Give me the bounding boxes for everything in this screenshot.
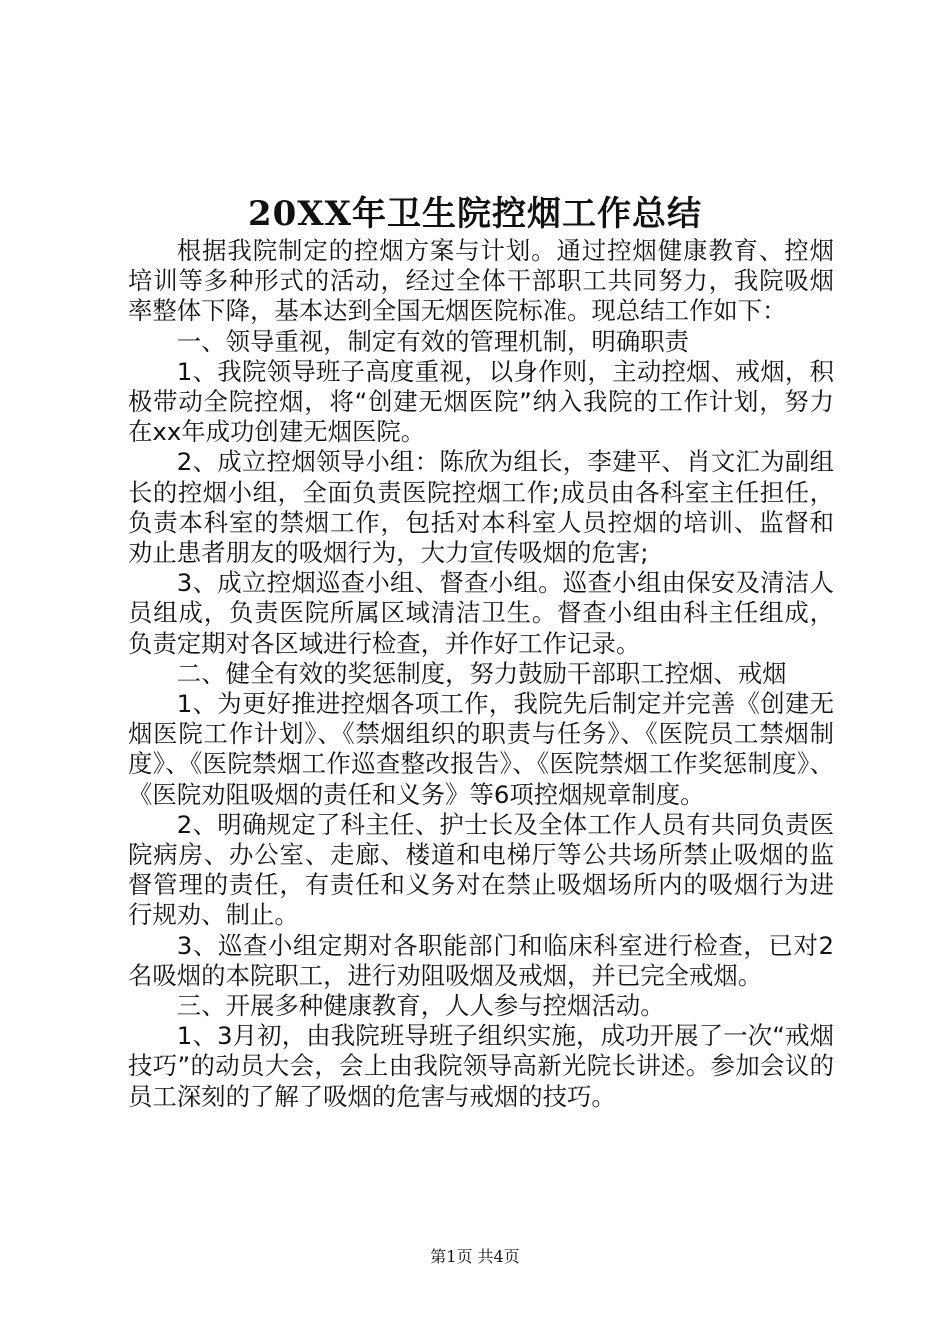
paragraph-1-3: 3、成立控烟巡查小组、督查小组。巡查小组由保安及清洁人员组成，负责医院所属区域清洁卫生。督查小组由科主任组成，负责定期对各区域进行检查，并作好工作记录。 bbox=[128, 568, 834, 658]
section-heading-3: 三、开展多种健康教育，人人参与控烟活动。 bbox=[176, 991, 665, 1021]
paragraph-1-2: 2、成立控烟领导小组：陈欣为组长，李建平、肖文汇为副组长的控烟小组，全面负责医院控烟工作;成员由各科室主任担任，负责本科室的禁烟工作，包括对本科室人员控烟的培训、监督和劝止患者朋友的吸烟行为，大力宣传吸烟的危害; bbox=[128, 447, 834, 568]
document-body bbox=[128, 236, 834, 1112]
paragraph-2-2: 2、明确规定了科主任、护士长及全体工作人员有共同负责医院病房、办公室、走廊、楼道和电梯厅等公共场所禁止吸烟的监督管理的责任，有责任和义务对在禁止吸烟场所内的吸烟行为进行规劝、制止。 bbox=[128, 809, 834, 930]
document-title: 20XX年卫生院控烟工作总结 bbox=[247, 194, 703, 234]
section-heading-1: 一、领导重视，制定有效的管理机制，明确职责 bbox=[176, 326, 690, 356]
paragraph-intro: 根据我院制定的控烟方案与计划。通过控烟健康教育、控烟培训等多种形式的活动，经过全体干部职工共同努力，我院吸烟率整体下降，基本达到全国无烟医院标准。现总结工作如下： bbox=[128, 236, 834, 326]
page-footer: 第1页 共4页 bbox=[430, 1247, 520, 1266]
paragraph-1-1: 1、我院领导班子高度重视，以身作则，主动控烟、戒烟，积极带动全院控烟，将“创建无烟医院”纳入我院的工作计划，努力在xx年成功创建无烟医院。 bbox=[128, 356, 834, 447]
section-heading-2: 二、健全有效的奖惩制度，努力鼓励干部职工控烟、戒烟 bbox=[176, 658, 787, 688]
paragraph-2-1: 1、为更好推进控烟各项工作，我院先后制定并完善《创建无烟医院工作计划》、《禁烟组织的职责与任务》、《医院员工禁烟制度》、《医院禁烟工作巡查整改报告》、《医院禁烟工作奖惩制度》、《医院劝阻吸烟的责任和义务》等6项控烟规章制度。 bbox=[128, 689, 834, 809]
paragraph-2-3: 3、巡查小组定期对各职能部门和临床科室进行检查，已对2名吸烟的本院职工，进行劝阻吸烟及戒烟，并已完全戒烟。 bbox=[128, 930, 834, 990]
paragraph-3-1: 1、3月初，由我院班导班子组织实施，成功开展了一次“戒烟技巧”的动员大会，会上由我院领导高新光院长讲述。参加会议的员工深刻的了解了吸烟的危害与戒烟的技巧。 bbox=[128, 1021, 834, 1111]
